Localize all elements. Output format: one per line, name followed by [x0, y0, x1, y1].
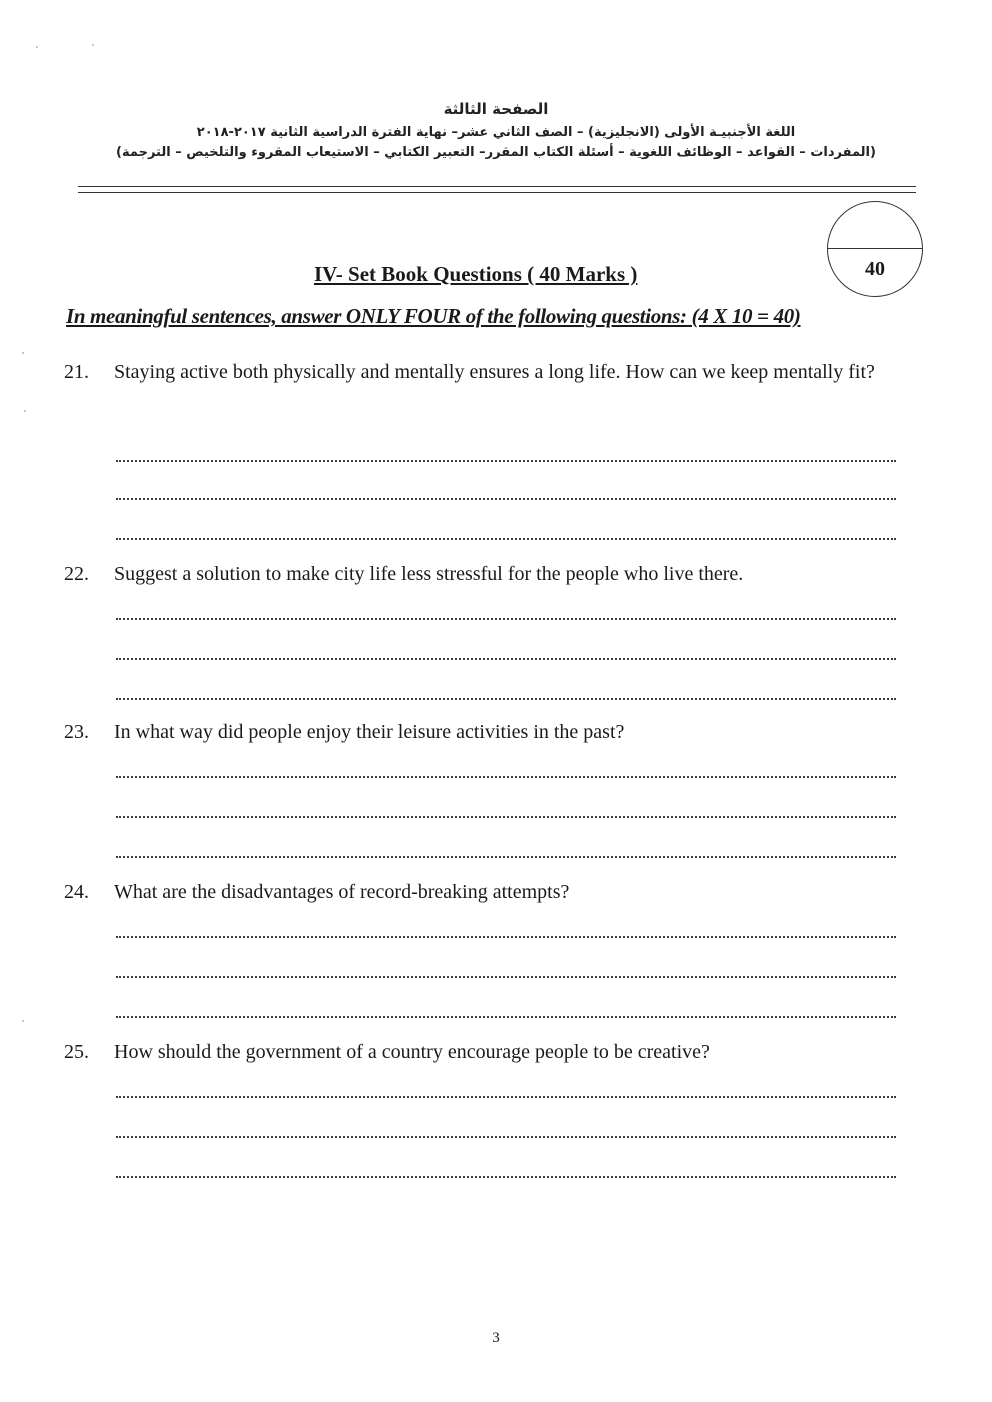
answer-line[interactable]	[116, 976, 896, 978]
exam-info-line: اللغة الأجنبيـة الأولى (الانجليزية) – الصف الثاني عشر– نهاية الفترة الدراسية الثانية ٢٠١٧-٢٠١٨	[196, 125, 796, 140]
header-divider-top	[78, 186, 916, 187]
marks-circle	[827, 201, 923, 297]
scan-speck	[36, 46, 38, 48]
exam-topics-line: (المفردات – القواعد – الوظائف اللغوية – أسئلة الكتاب المقرر– التعبير الكتابي – الاستيعاب المقروء والتلخيص – الترجمة)	[116, 145, 876, 160]
scan-speck	[22, 1020, 24, 1022]
answer-line[interactable]	[116, 618, 896, 620]
question-number: 25.	[64, 1041, 89, 1063]
section-instruction: In meaningful sentences, answer ONLY FOUR of the following questions: (4 X 10 = 40)	[66, 304, 801, 328]
scan-speck	[24, 410, 26, 412]
answer-line[interactable]	[116, 698, 896, 700]
question-text: Suggest a solution to make city life less stressful for the people who live there.	[114, 563, 744, 585]
answer-line[interactable]	[116, 816, 896, 818]
page-title: الصفحة الثالثة	[443, 100, 549, 118]
question-text: What are the disadvantages of record-breaking attempts?	[114, 881, 570, 903]
exam-header	[40, 98, 952, 163]
question-text: How should the government of a country encourage people to be creative?	[114, 1041, 710, 1063]
marks-total: 40	[865, 258, 885, 280]
answer-line[interactable]	[116, 1016, 896, 1018]
question-text: Staying active both physically and mentally ensures a long life. How can we keep mentally fit?	[114, 361, 875, 383]
answer-line[interactable]	[116, 936, 896, 938]
section-title: IV- Set Book Questions ( 40 Marks )	[314, 262, 638, 286]
answer-line[interactable]	[116, 776, 896, 778]
question-number: 21.	[64, 361, 89, 383]
answer-line[interactable]	[116, 1136, 896, 1138]
answer-line[interactable]	[116, 856, 896, 858]
answer-line[interactable]	[116, 658, 896, 660]
scan-speck	[22, 352, 24, 354]
answer-line[interactable]	[116, 498, 896, 500]
page-number: 3	[492, 1330, 500, 1346]
answer-line[interactable]	[116, 460, 896, 462]
answer-line[interactable]	[116, 1176, 896, 1178]
question-number: 22.	[64, 563, 89, 585]
marks-circle-divider	[828, 248, 922, 249]
answer-line[interactable]	[116, 1096, 896, 1098]
question-number: 23.	[64, 721, 89, 743]
question-text: In what way did people enjoy their leisure activities in the past?	[114, 721, 625, 743]
answer-line[interactable]	[116, 538, 896, 540]
scan-speck	[92, 44, 94, 46]
question-number: 24.	[64, 881, 89, 903]
header-divider-bottom	[78, 192, 916, 193]
